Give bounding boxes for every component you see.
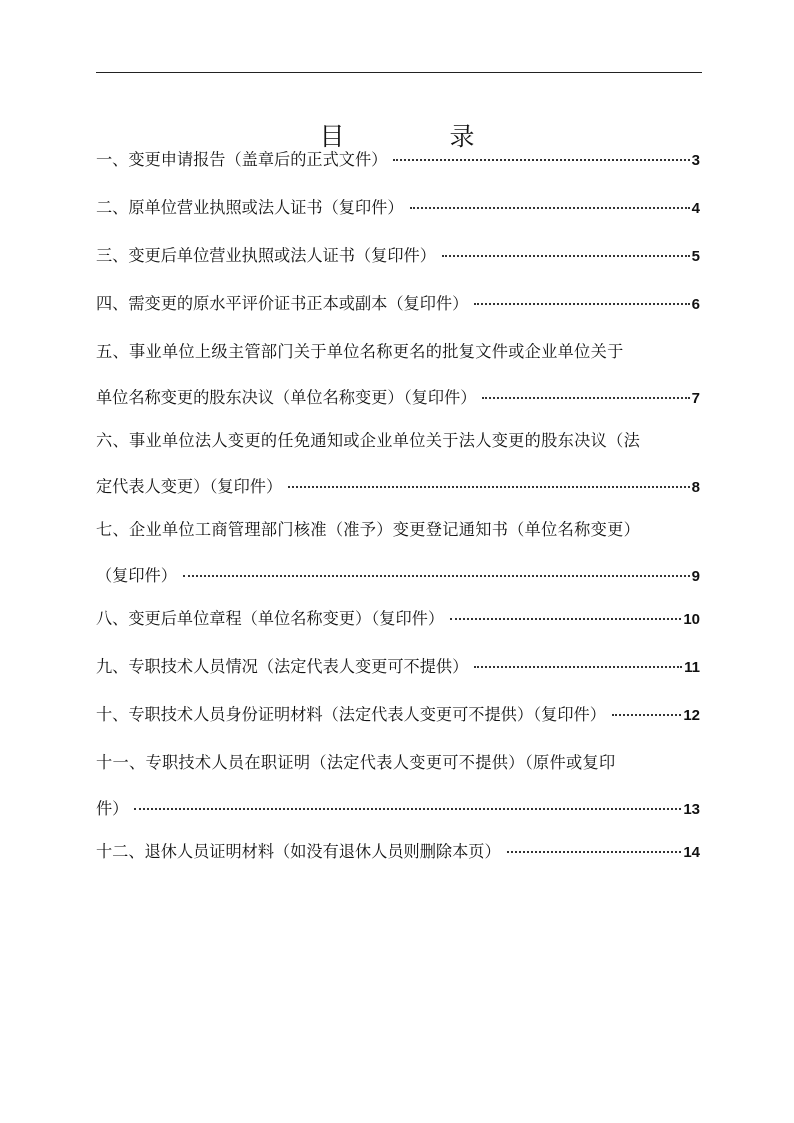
toc-page-number: 3 xyxy=(691,152,700,169)
toc-entry xyxy=(96,698,700,733)
toc-page-number: 5 xyxy=(691,248,700,265)
dot-leader xyxy=(474,303,689,305)
dot-leader xyxy=(288,486,690,488)
toc-page-number: 13 xyxy=(683,801,700,818)
header-rule xyxy=(96,72,702,73)
toc-page-number: 11 xyxy=(684,659,700,676)
toc-page-number: 14 xyxy=(683,844,700,861)
toc-page-number: 12 xyxy=(683,707,700,724)
toc-entry-text: 十、专职技术人员身份证明材料（法定代表人变更可不提供）（复印件） xyxy=(96,705,606,724)
toc-entry xyxy=(96,740,700,833)
dot-leader xyxy=(134,808,681,810)
toc-page-number: 8 xyxy=(691,479,700,496)
toc-entry xyxy=(96,650,700,685)
toc-entry xyxy=(96,329,700,422)
dot-leader xyxy=(507,851,682,853)
toc-entry xyxy=(96,418,700,511)
dot-leader xyxy=(450,618,681,620)
toc-entry-text: 单位名称变更的股东决议（单位名称变更）（复印件） xyxy=(96,388,477,407)
dot-leader xyxy=(410,207,690,209)
toc-entry-text: 二、原单位营业执照或法人证书（复印件） xyxy=(96,198,404,217)
toc-page-number: 6 xyxy=(691,296,700,313)
toc-entry-text: 十二、退休人员证明材料（如没有退休人员则删除本页） xyxy=(96,842,501,861)
toc-entry-text: 八、变更后单位章程（单位名称变更）（复印件） xyxy=(96,609,445,628)
toc-page-number: 9 xyxy=(691,568,700,585)
toc-entry-text: 九、专职技术人员情况（法定代表人变更可不提供） xyxy=(96,657,469,676)
toc-entry xyxy=(96,602,700,637)
toc-entry-text: 十一、专职技术人员在职证明（法定代表人变更可不提供）（原件或复印 xyxy=(96,753,616,772)
toc-entry-text: 四、需变更的原水平评价证书正本或副本（复印件） xyxy=(96,294,469,313)
toc-page-number: 4 xyxy=(691,200,700,217)
dot-leader xyxy=(183,575,690,577)
toc-entry xyxy=(96,507,700,600)
table-of-contents xyxy=(96,143,700,883)
toc-entry xyxy=(96,239,700,274)
toc-entry-text: 一、变更申请报告（盖章后的正式文件） xyxy=(96,150,388,169)
toc-entry-text: 件） xyxy=(96,799,129,818)
toc-entry-text: 六、事业单位法人变更的任免通知或企业单位关于法人变更的股东决议（法 xyxy=(96,431,641,450)
toc-page-number: 10 xyxy=(683,611,700,628)
dot-leader xyxy=(393,159,689,161)
toc-entry xyxy=(96,287,700,322)
toc-entry-text: 七、企业单位工商管理部门核准（准予）变更登记通知书（单位名称变更） xyxy=(96,520,641,539)
dot-leader xyxy=(612,714,681,716)
dot-leader xyxy=(482,397,689,399)
toc-title: 目 录 xyxy=(319,121,515,151)
dot-leader xyxy=(442,255,690,257)
toc-entry-text: 五、事业单位上级主管部门关于单位名称更名的批复文件或企业单位关于 xyxy=(96,342,624,361)
toc-entry-text: 定代表人变更）（复印件） xyxy=(96,477,283,496)
dot-leader xyxy=(474,666,682,668)
toc-entry-text: （复印件） xyxy=(96,566,177,585)
toc-entry-text: 三、变更后单位营业执照或法人证书（复印件） xyxy=(96,246,436,265)
toc-entry xyxy=(96,143,700,178)
toc-page-number: 7 xyxy=(691,390,700,407)
toc-entry xyxy=(96,191,700,226)
toc-entry xyxy=(96,835,700,870)
